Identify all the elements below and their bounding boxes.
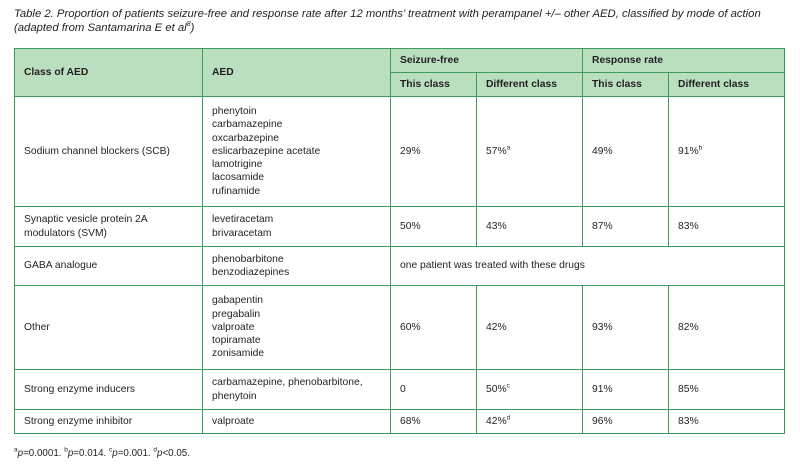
caption-close: ) — [190, 22, 195, 34]
aed-item: zonisamide — [212, 348, 265, 360]
aed-item: benzodiazepines — [212, 267, 290, 278]
footnote-c-sup: c — [108, 446, 113, 454]
footnote-p: p — [67, 448, 74, 459]
rr-diff-sup: b — [698, 144, 703, 152]
class-cell: Synaptic vesicle protein 2A modulators (SVM) — [15, 207, 203, 247]
table-row — [15, 97, 785, 207]
sf-this-cell: 29% — [391, 97, 477, 207]
rr-this-cell: 96% — [583, 410, 669, 434]
sf-this-cell: 50% — [391, 207, 477, 247]
aed-item: pregabalin — [212, 308, 261, 320]
rr-this-cell: 91% — [583, 370, 669, 410]
aed-cell — [203, 410, 391, 434]
aed-item: brivaracetam — [212, 227, 272, 239]
table-caption — [14, 7, 784, 35]
aed-cell — [203, 207, 391, 247]
sf-diff-cell: 42% — [477, 286, 583, 370]
footnote-a-sup: a — [14, 446, 18, 454]
rr-this-cell: 93% — [583, 286, 669, 370]
sf-this-cell: 0 — [391, 370, 477, 410]
class-cell: Sodium channel blockers (SCB) — [15, 97, 203, 207]
class-cell: Strong enzyme inhibitor — [15, 410, 203, 434]
sf-diff-cell — [477, 97, 583, 207]
sf-diff-sup: d — [506, 414, 511, 422]
class-cell: GABA analogue — [15, 247, 203, 286]
footnote-d-sup: d — [153, 446, 157, 454]
rr-diff-cell — [669, 97, 785, 207]
aed-item: phenytoin — [212, 106, 257, 118]
header-seizure-free: Seizure-free — [391, 49, 583, 73]
caption-ref: 8 — [186, 21, 191, 29]
rr-diff-cell: 83% — [669, 410, 785, 434]
sf-diff-value: 42% — [486, 415, 507, 427]
caption-text: Table 2. Proportion of patients seizure-free and response rate after 12 months’ treatment with perampanel +/– other AED, classified by mode of action (adapted from Santamarina E et al — [14, 8, 761, 34]
sf-diff-cell — [477, 370, 583, 410]
sf-diff-cell: 43% — [477, 207, 583, 247]
aed-item: carbamazepine — [212, 119, 283, 131]
rr-diff-cell: 85% — [669, 370, 785, 410]
table-footnote — [14, 448, 190, 459]
aed-item: valproate — [212, 415, 255, 427]
table-row — [15, 410, 785, 434]
footnote-p: p — [157, 448, 163, 459]
header-class-of-aed: Class of AED — [15, 49, 203, 97]
sf-diff-sup: a — [506, 144, 511, 152]
aed-item: levetiracetam — [212, 214, 274, 226]
sf-diff-cell — [477, 410, 583, 434]
aed-item: rufinamide — [212, 185, 261, 197]
footnote-b-text: =0.014. — [73, 448, 109, 459]
rr-this-cell: 87% — [583, 207, 669, 247]
header-rr-different-class: Different class — [669, 73, 785, 97]
table-row — [15, 370, 785, 410]
rr-this-cell: 49% — [583, 97, 669, 207]
header-sf-this-class: This class — [391, 73, 477, 97]
aed-item: lacosamide — [212, 172, 265, 184]
header-aed: AED — [203, 49, 391, 97]
table-row — [15, 247, 785, 286]
header-rr-this-class: This class — [583, 73, 669, 97]
header-response-rate: Response rate — [583, 49, 785, 73]
aed-item: carbamazepine, phenobarbitone, — [212, 377, 363, 389]
aed-item: gabapentin — [212, 295, 263, 307]
sf-diff-value: 57% — [486, 145, 507, 157]
sf-this-cell: 68% — [391, 410, 477, 434]
rr-diff-cell: 82% — [669, 286, 785, 370]
table-row — [15, 286, 785, 370]
aed-item: phenobarbitone — [212, 253, 284, 265]
aed-item: lamotrigine — [212, 159, 263, 171]
aed-table — [14, 48, 785, 434]
footnote-p: p — [112, 448, 118, 459]
footnote-d-text: <0.05. — [162, 448, 190, 459]
note-cell: one patient was treated with these drugs — [391, 247, 785, 286]
footnote-c-text: =0.001. — [117, 448, 154, 459]
sf-diff-value: 50% — [486, 383, 507, 395]
aed-cell — [203, 247, 391, 286]
class-cell: Strong enzyme inducers — [15, 370, 203, 410]
sf-diff-sup: c — [506, 382, 510, 390]
aed-cell — [203, 97, 391, 207]
aed-item: eslicarbazepine acetate — [212, 145, 321, 157]
footnote-b-sup: b — [64, 446, 68, 454]
class-cell: Other — [15, 286, 203, 370]
aed-item: oxcarbazepine — [212, 132, 279, 144]
aed-item: phenytoin — [212, 390, 257, 402]
rr-diff-cell: 83% — [669, 207, 785, 247]
table-row — [15, 207, 785, 247]
footnote-a-text: =0.0001. — [23, 448, 65, 459]
header-sf-different-class: Different class — [477, 73, 583, 97]
aed-cell — [203, 286, 391, 370]
sf-this-cell: 60% — [391, 286, 477, 370]
aed-cell — [203, 370, 391, 410]
rr-diff-value: 91% — [678, 145, 699, 157]
aed-item: valproate — [212, 321, 255, 333]
footnote-p: p — [17, 448, 24, 459]
aed-item: topiramate — [212, 335, 261, 347]
